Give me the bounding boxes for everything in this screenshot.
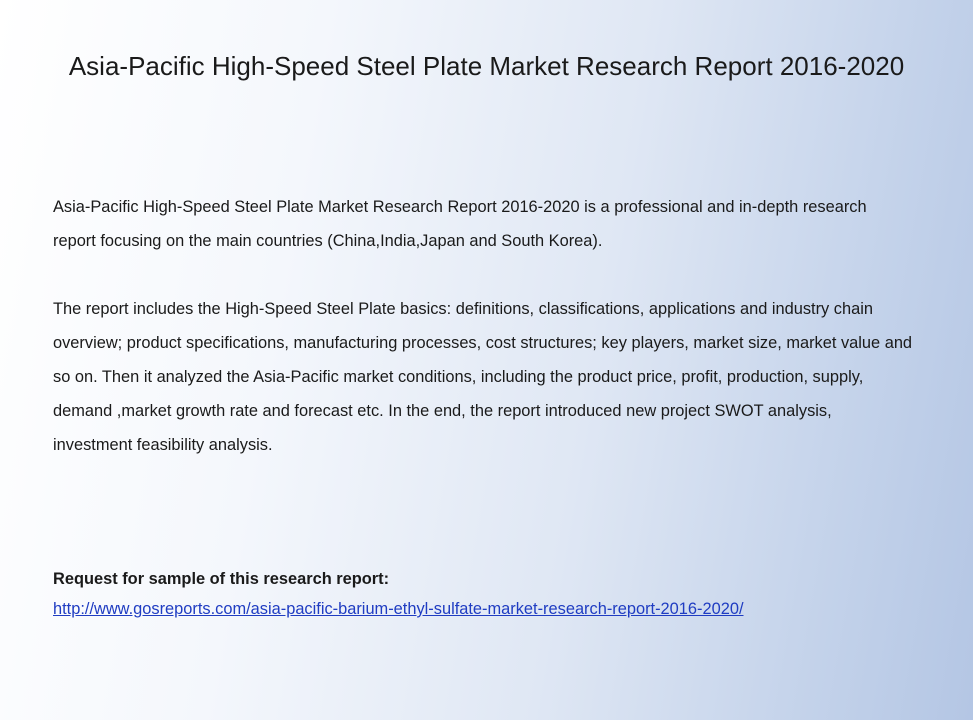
request-sample-link[interactable]: http://www.gosreports.com/asia-pacific-barium-ethyl-sulfate-market-research-report-2016-2020/	[53, 600, 744, 618]
request-sample-label: Request for sample of this research report:	[53, 570, 390, 588]
slide-title: Asia-Pacific High-Speed Steel Plate Market Research Report 2016-2020	[68, 51, 905, 81]
description-paragraph: The report includes the High-Speed Steel Plate basics: definitions, classifications, applications and industry chain overview; product specifications, manufacturing processes, cost structures; key players, market size, market value and so on. Then it analyzed the Asia-Pacific market conditions, including the product price, profit, production, supply, demand ,market growth rate and forecast etc. In the end, the report introduced new project SWOT analysis, investment feasibility analysis.	[53, 300, 913, 454]
intro-paragraph: Asia-Pacific High-Speed Steel Plate Market Research Report 2016-2020 is a professional and in-depth research report focusing on the main countries (China,India,Japan and South Korea).	[53, 198, 867, 250]
